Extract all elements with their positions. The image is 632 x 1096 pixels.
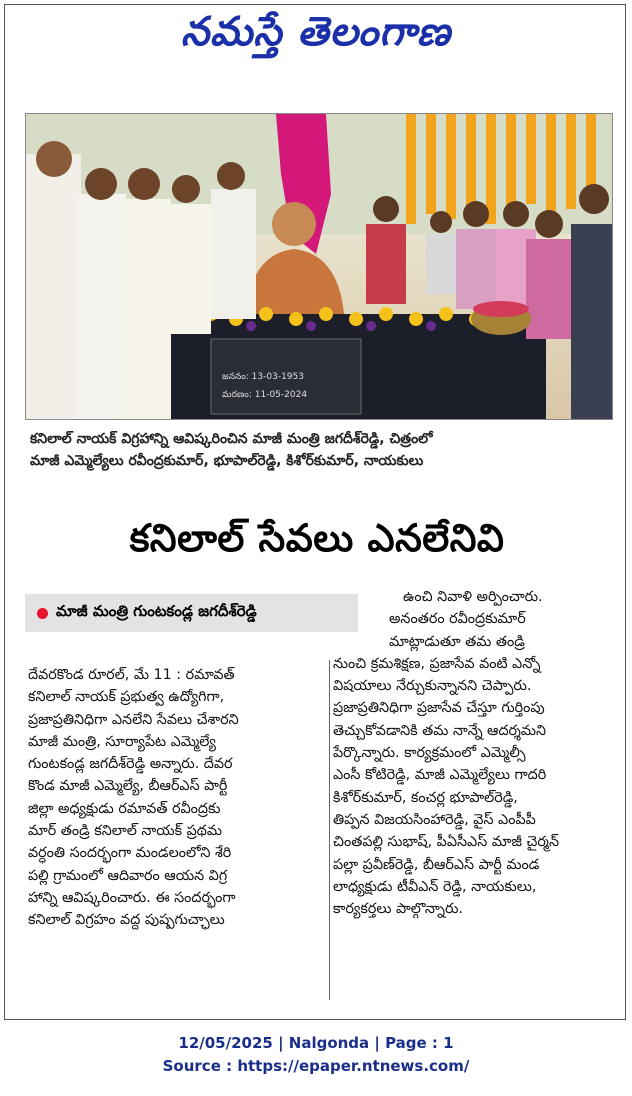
article-line: లాధ్యక్షుడు టీవీఎన్ రెడ్డి, నాయకులు, — [333, 878, 537, 895]
article-line: మాట్లాడుతూ తమ తండ్రి — [389, 633, 525, 650]
article-line: ఎంసీ కోటిరెడ్డి, మాజీ ఎమ్మెల్యేలు గాదరి — [333, 767, 547, 784]
article-line: ఉంచి నివాళి అర్పించారు. — [403, 589, 543, 605]
article-line: జిల్లా అధ్యక్షుడు రమావత్ రవీంద్రకు — [28, 800, 221, 817]
article-line: పల్లా ప్రవీణ్‌రెడ్డి, బీఆర్‌ఎస్ పార్టీ మండ — [333, 856, 540, 873]
article-line: గుంటకండ్ల జగదీశ్‌రెడ్డి అన్నారు. దేవర — [28, 756, 233, 773]
news-photo — [25, 113, 613, 420]
article-line: పేర్కొన్నారు. కార్యక్రమంలో ఎమ్మెల్సీ — [333, 745, 526, 762]
article-line: హాన్ని ఆవిష్కరించారు. ఈ సందర్భంగా — [28, 889, 236, 906]
article-line: కార్యకర్తలు పాల్గొన్నారు. — [333, 901, 463, 918]
article-line: మార్ తండ్రి కనిలాల్ నాయక్ ప్రథమ — [28, 823, 223, 840]
article-line: అనంతరం రవీంద్రకుమార్ — [389, 611, 526, 628]
plaque-death-date: మరణం: 11-05-2024 — [222, 390, 308, 400]
byline-text: మాజీ మంత్రి గుంటకండ్ల జగదీశ్‌రెడ్డి — [56, 602, 257, 620]
article-line: కనిలాల్ విగ్రహం వద్ద పుష్పగుచ్ఛాలు — [28, 912, 225, 929]
article-line: నుంచి క్రమశిక్షణ, ప్రజాసేవ వంటి ఎన్నో — [333, 655, 541, 672]
caption-line: మాజీ ఎమ్మెల్యేలు రవీంద్రకుమార్, భూపాల్‌రెడ్డి, కిశోర్‌కుమార్, నాయకులు — [30, 453, 424, 469]
article-column-left — [28, 664, 326, 932]
article-line: దేవరకొండ రూరల్, మే 11 : రమావత్ — [28, 667, 235, 683]
article-line: వర్ధంతి సందర్భంగా మండలంలోని శేరి — [28, 845, 232, 862]
article-line: తిప్పన విజయసింహారెడ్డి, వైస్ ఎంపీపీ — [333, 811, 536, 828]
article-line: విషయాలు నేర్చుకున్నానని చెప్పారు. — [333, 678, 532, 695]
byline-box — [25, 594, 358, 632]
plaque-born-date: జననం: 13-03-1953 — [222, 372, 304, 382]
footer-source-link[interactable]: Source : https://epaper.ntnews.com/ — [162, 1057, 470, 1075]
article-line: మాజీ మంత్రి, సూర్యాపేట ఎమ్మెల్యే — [28, 733, 216, 750]
article-line: తెచ్చుకోవడానికి తమ నాన్నే ఆదర్శమని — [333, 722, 547, 739]
article-headline: కనిలాల్ సేవలు ఎనలేనివి — [129, 516, 505, 560]
article-line: కనిలాల్ నాయక్ ప్రభుత్వ ఉద్యోగిగా, — [28, 689, 225, 706]
article-line: పల్లి గ్రామంలో ఆదివారం ఆయన విగ్ర — [28, 867, 228, 884]
article-line: కిశోర్‌కుమార్, కంచర్ల భూపాల్‌రెడ్డి, — [333, 789, 518, 806]
article-line: చింతపల్లి సుభాష్, పీఏసీఎస్ మాజీ చైర్మన్ — [333, 834, 560, 851]
article-line: ప్రజాప్రతినిధిగా ఎనలేని సేవలు చేశారని — [28, 711, 239, 728]
newspaper-masthead: నమస్తే తెలంగాణ — [180, 8, 452, 55]
article-line: ప్రజాప్రతినిధిగా ప్రజాసేవ చేస్తూ గుర్తింపు — [333, 700, 545, 717]
caption-line: కనిలాల్ నాయక్ విగ్రహాన్ని ఆవిష్కరించిన మాజీ మంత్రి జగదీశ్‌రెడ్డి, చిత్రంలో — [30, 431, 433, 447]
bullet-icon — [37, 608, 48, 619]
footer-edition-info: 12/05/2025 | Nalgonda | Page : 1 — [178, 1034, 454, 1052]
photo-caption — [30, 428, 610, 472]
article-line: కొండ మాజీ ఎమ్మెల్యే, బీఆర్‌ఎస్ పార్టీ — [28, 778, 228, 795]
column-divider — [329, 660, 330, 1000]
article-column-right — [333, 586, 613, 920]
